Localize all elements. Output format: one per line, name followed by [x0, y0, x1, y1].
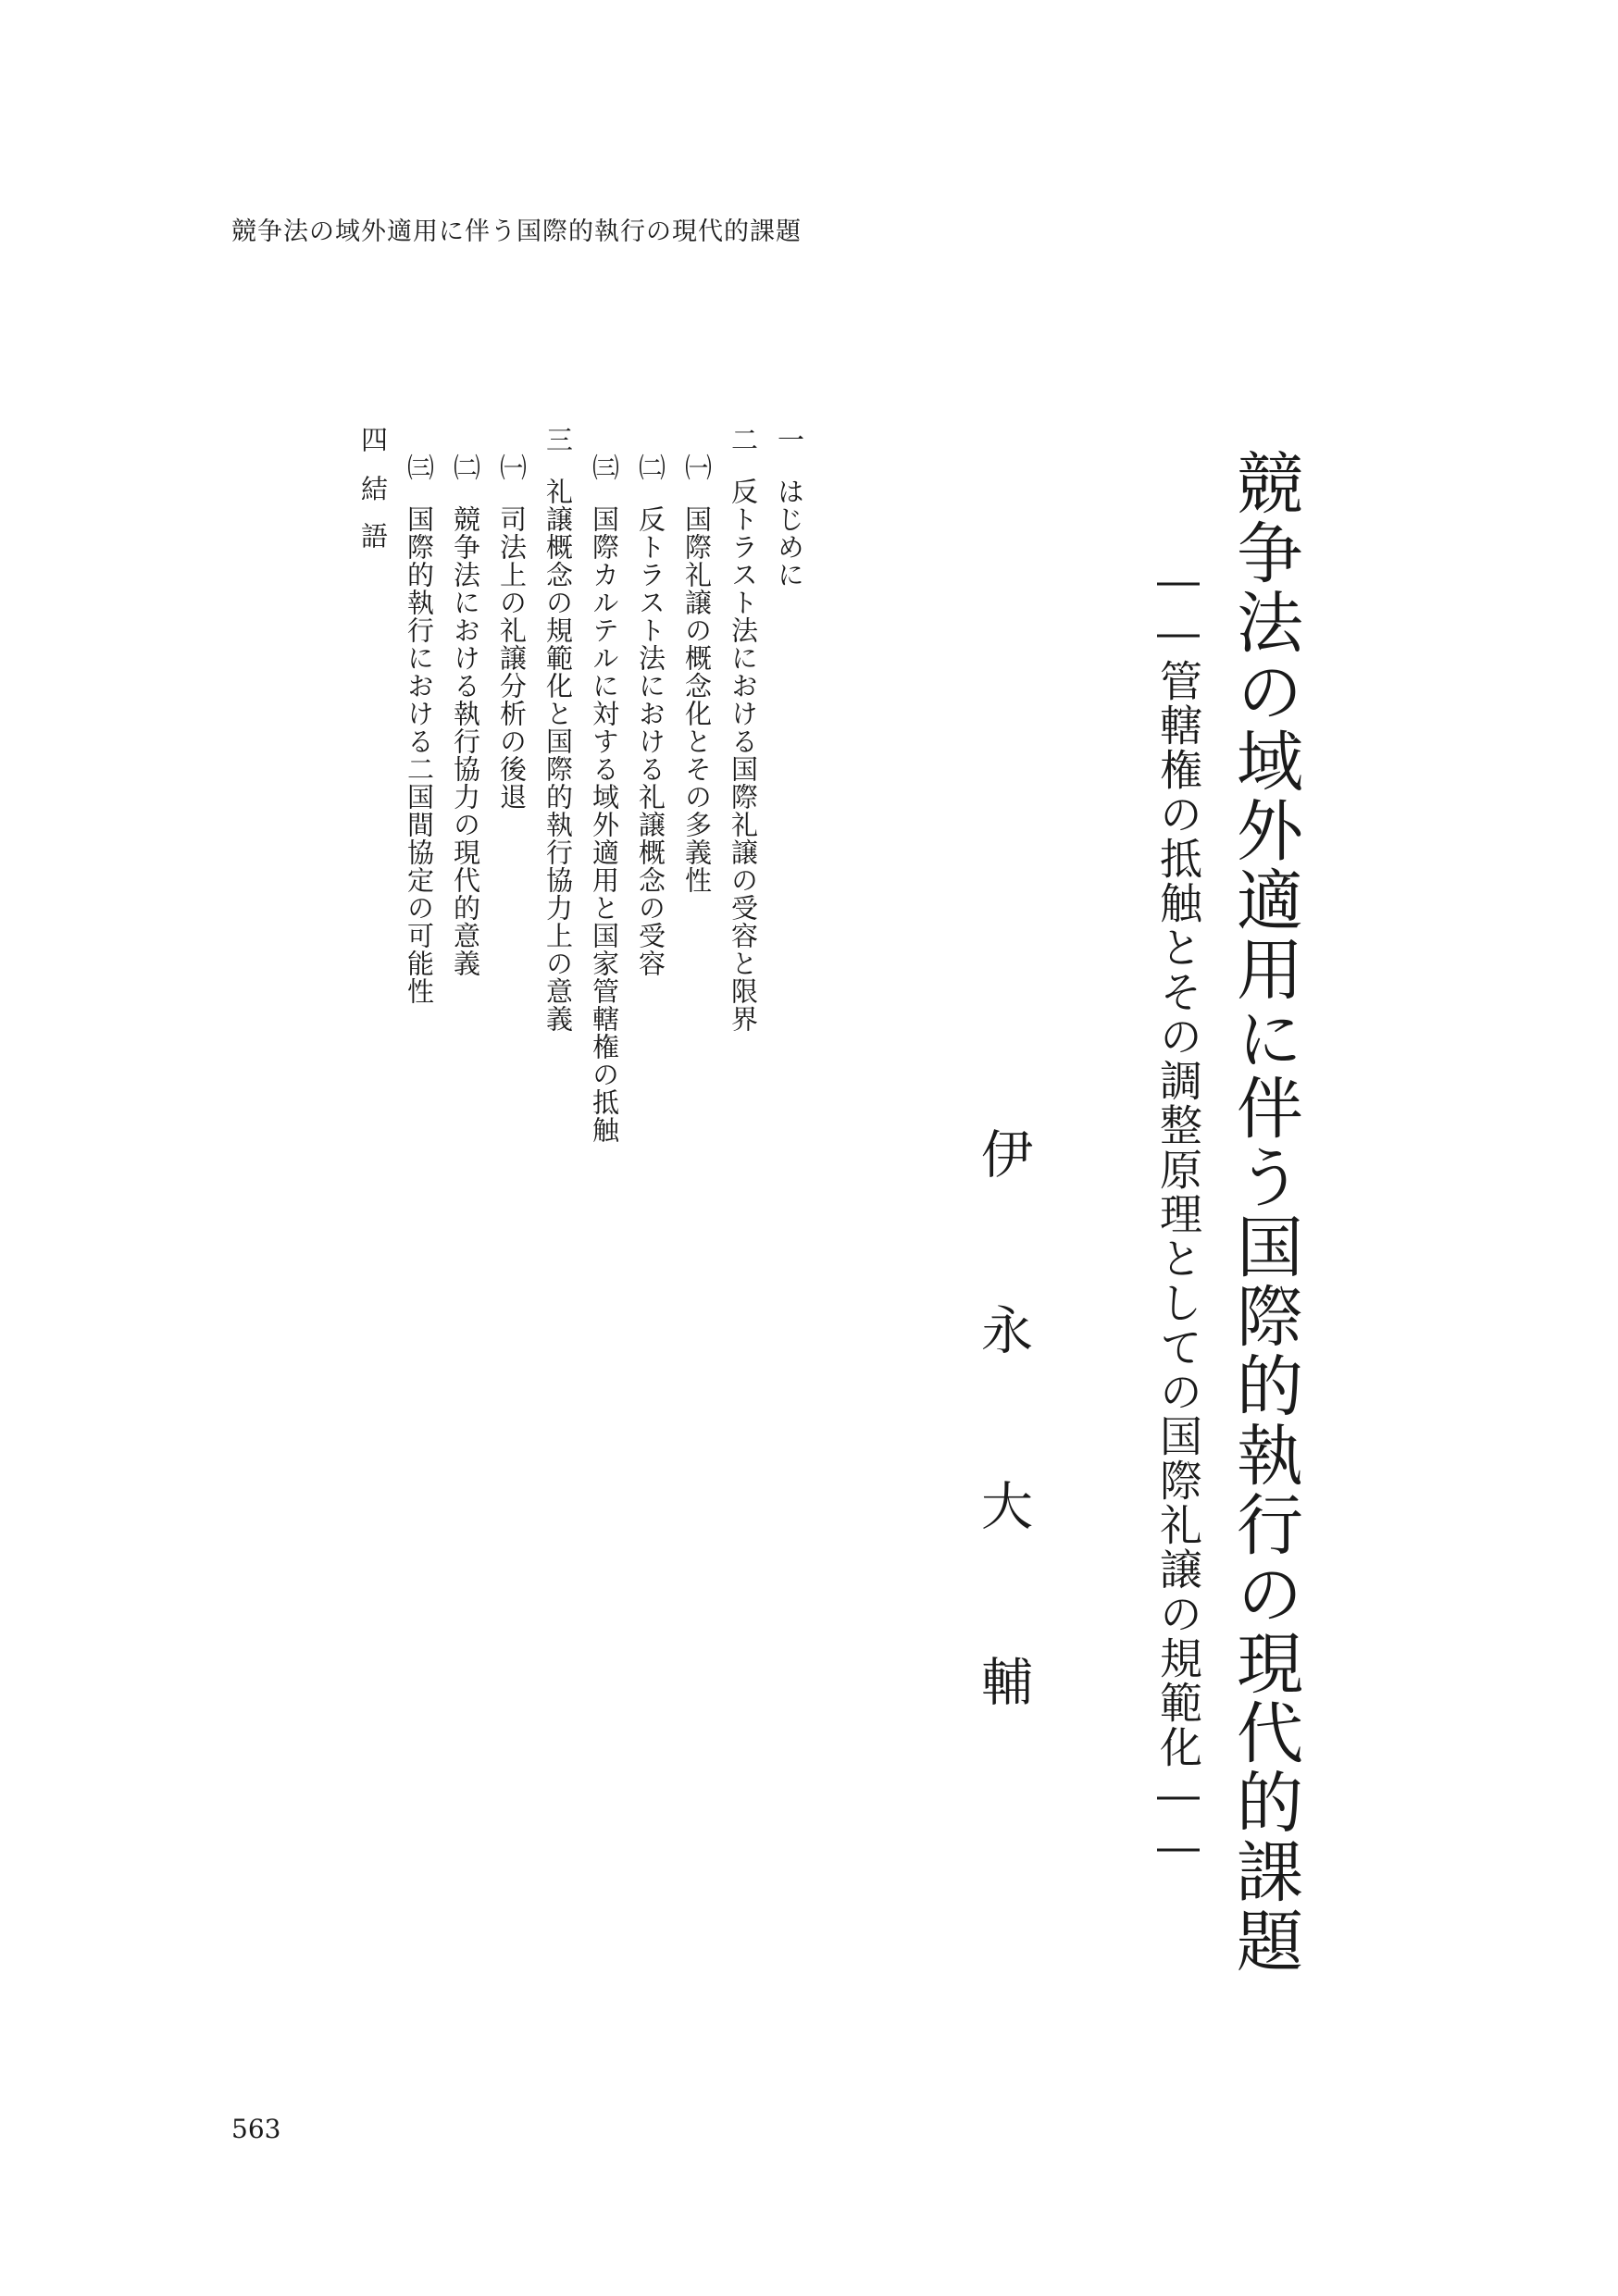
toc-item-text: 国際的執行における二国間協定の可能性: [404, 505, 435, 1005]
toc-item-number: 四: [357, 426, 389, 473]
toc-item: [452, 453, 479, 977]
toc-item-text: 反トラスト法における礼譲概念の受容: [635, 505, 666, 977]
toc-item: [357, 426, 389, 569]
toc-item: [542, 426, 574, 1033]
toc-item: [589, 453, 620, 1144]
toc-item: [404, 453, 435, 1005]
running-header: 競争法の域外適用に伴う国際的執行の現代的課題: [231, 217, 802, 246]
toc-item-number: ㈢: [589, 453, 620, 481]
toc-item-text: 競争法における執行協力の現代的意義: [450, 505, 481, 977]
toc-item-number: ㈠: [681, 453, 713, 481]
toc-item-number: ㈠: [496, 453, 528, 481]
toc-item-text: 結語: [357, 475, 389, 569]
toc-item-number: ㈢: [404, 453, 435, 481]
toc-item: [776, 426, 803, 589]
page-number: 563: [231, 2114, 281, 2144]
author-name: 伊永大輔: [973, 1127, 1033, 1831]
toc-item-text: 司法上の礼譲分析の後退: [496, 505, 528, 811]
toc-item: [496, 453, 528, 811]
article-title: 競争法の域外適用に伴う国際的執行の現代的課題: [1226, 449, 1303, 1976]
toc-item-text: はじめに: [774, 478, 805, 589]
toc-item: [637, 453, 664, 977]
toc-item-text: 国際礼譲の概念化とその多義性: [681, 505, 713, 894]
toc-item-number: 二: [728, 426, 759, 453]
toc-item-text: 国際カルテルに対する域外適用と国家管轄権の抵触: [589, 505, 620, 1144]
toc-item-number: 三: [542, 426, 574, 453]
toc-item-number: 一: [774, 426, 805, 453]
toc-item-text: 礼譲概念の規範化と国際的執行協力上の意義: [542, 478, 574, 1033]
article-subtitle: ――管轄権の抵触とその調整原理としての国際礼譲の規範化――: [1153, 555, 1203, 1873]
toc-item-number: ㈡: [450, 453, 481, 481]
toc-item: [728, 426, 759, 1033]
toc-item-number: ㈡: [635, 453, 666, 481]
toc-item: [681, 453, 713, 894]
toc-item-text: 反トラスト法における国際礼譲の受容と限界: [728, 478, 759, 1033]
